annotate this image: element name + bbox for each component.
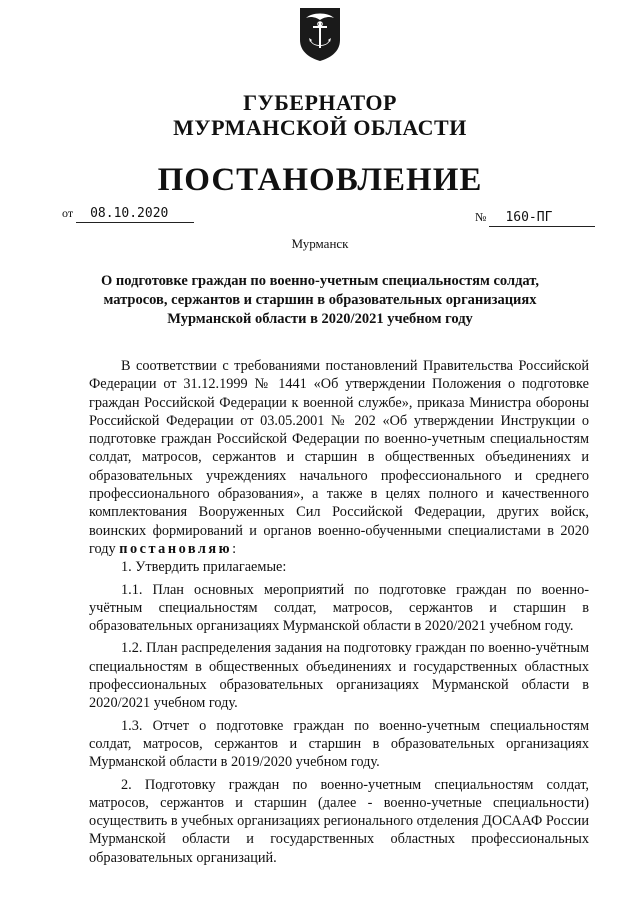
document-subject: О подготовке граждан по военно-учетным специальностям солдат, матросов, сержантов и старшин в образовательных организациях Мурманской области в 2020/2021 учебном году bbox=[101, 273, 539, 327]
coat-of-arms-emblem bbox=[298, 6, 342, 62]
item-2: 2. Подготовку граждан по военно-учетным специальностям солдат, матросов, сержантов и старшин (далее - военно-учетные специальности) осуществить в учебных организациях регионального отделения ДОСААФ России Мурманской области и государственных областных профессиональных образовательных организаций. bbox=[89, 776, 589, 866]
number-field bbox=[475, 210, 595, 227]
governor-heading-line2: МУРМАНСКОЙ ОБЛАСТИ bbox=[173, 115, 467, 140]
date-field bbox=[62, 206, 194, 223]
city-label: Мурманск bbox=[291, 236, 349, 251]
date-prefix: от bbox=[62, 206, 74, 220]
item-1-2: 1.2. План распределения задания на подготовку граждан по военно-учётным специальностям в общественных объединениях и государственных областных профессиональных образовательных организациях Мурманской области в 2020/2021 учебном году. bbox=[89, 640, 589, 712]
item-1: 1. Утвердить прилагаемые: bbox=[121, 559, 287, 576]
number-value: 160-ПГ bbox=[489, 210, 595, 227]
intro-paragraph: В соответствии с требованиями постановлений Правительства Российской Федерации от 31.12.1999 № 1441 «Об утверждении Положения о подготовке граждан Российской Федерации к военной службе», приказа Министра обороны Российской Федерации от 03.05.2001 № 202 «Об утверждении Инструкции о подготовке граждан Российской Федерации по военно-учетным специальностям солдат, матросов, сержантов и старшин в общественных объединениях и образовательных учреждениях начального профессионального и среднего профессионального образования», а также в целях полного и качественного комплектования Вооруженных Сил Российской Федерации, других войск, воинских формирований и органов военно-обученными специалистами в 2020 году постановляю: bbox=[89, 358, 589, 557]
decree-word: постановляю bbox=[119, 540, 233, 557]
document-body bbox=[89, 357, 589, 867]
number-prefix: № bbox=[475, 210, 487, 224]
document-title: ПОСТАНОВЛЕНИЕ bbox=[157, 162, 483, 198]
governor-heading-line1: ГУБЕРНАТОР bbox=[243, 90, 397, 115]
date-value: 08.10.2020 bbox=[76, 206, 194, 223]
intro-text: В соответствии с требованиями постановлений Правительства Российской Федерации от 31.12.1999 № 1441 «Об утверждении Положения о подготовке граждан Российской Федерации к военной службе», приказа Министра обороны Российской Федерации от 03.05.2001 № 202 «Об утверждении Инструкции о подготовке граждан Российской Федерации по военно-учетным специальностям солдат, матросов, сержантов и старшин в общественных объединениях и образовательных учреждениях начального профессионального и среднего профессионального образования», а также в целях полного и качественного комплектования Вооруженных Сил Российской Федерации, других войск, воинских формирований и органов военно-обученными специалистами в 2020 году bbox=[89, 358, 589, 557]
item-1-3: 1.3. Отчет о подготовке граждан по военно-учетным специальностям солдат, матросов, сержантов и старшин в образовательных организациях Мурманской области в 2019/2020 учебном году. bbox=[89, 717, 589, 771]
item-1-1: 1.1. План основных мероприятий по подготовке граждан по военно-учётным специальностям солдат, матросов, сержантов и старшин в образовательных организациях Мурманской области в 2020/2021 учебном году. bbox=[89, 581, 589, 635]
